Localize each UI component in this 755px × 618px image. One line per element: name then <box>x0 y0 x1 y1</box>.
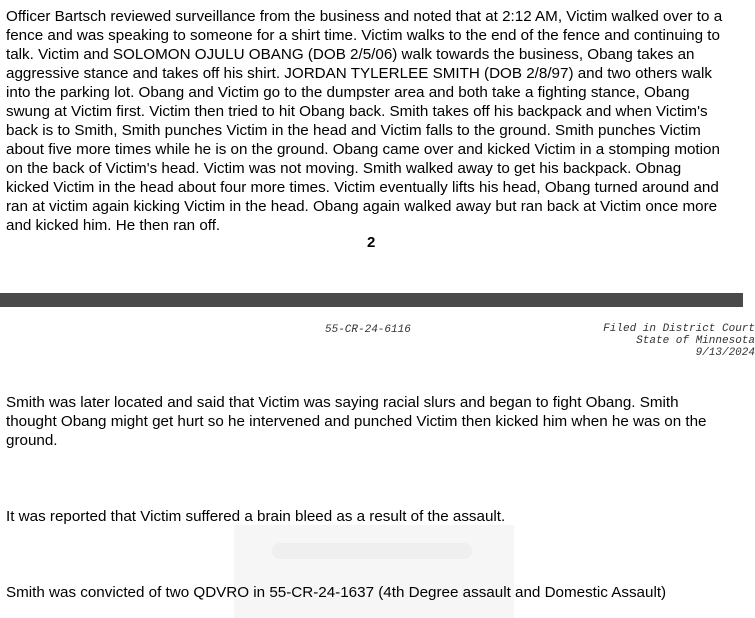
filed-stamp-line-date: 9/13/2024 <box>695 347 755 359</box>
filed-stamp <box>603 323 755 359</box>
smith-statement-paragraph: Smith was later located and said that Victim was saying racial slurs and began to fight Obang. Smith thought Obang might get hurt so he intervened and punched Victim then kicked him when he was on the ground. <box>6 394 707 449</box>
page-break-divider <box>0 293 743 307</box>
conviction-paragraph: Smith was convicted of two QDVRO in 55-CR-24-1637 (4th Degree assault and Domestic Assault) <box>6 584 667 601</box>
watermark-seal <box>234 525 514 618</box>
page-number: 2 <box>367 234 376 251</box>
document-page-lower <box>0 307 755 618</box>
case-number: 55-CR-24-6116 <box>325 324 411 336</box>
watermark-band <box>272 543 472 559</box>
document-page-upper <box>0 0 743 293</box>
injury-paragraph: It was reported that Victim suffered a brain bleed as a result of the assault. <box>6 508 506 525</box>
filed-stamp-line-state: State of Minnesota <box>636 335 755 347</box>
filed-stamp-line-court: Filed in District Court <box>603 323 755 335</box>
surveillance-narrative: Officer Bartsch reviewed surveillance from the business and noted that at 2:12 AM, Victim walked over to a fence and was speaking to someone for a shirt time. Victim walks to the end of the fence and continuing to talk. Victim and SOLOMON OJULU OBANG (DOB 2/5/06) walk towards the business, Obang takes an aggressive stance and takes off his shirt. JORDAN TYLERLEE SMITH (DOB 2/8/97) and two others walk into the parking lot. Obang and Victim go to the dumpster area and both take a fighting stance, Obang swung at Victim first. Victim then tried to hit Obang back. Smith takes off his backpack and when Victim's back is to Smith, Smith punches Victim in the head and Victim falls to the ground. Smith punches Victim about five more times while he is on the ground. Obang came over and kicked Victim in a stomping motion on the back of Victim's head. Victim was not moving. Smith walked away to get his backpack. Obnag kicked Victim in the head about four more times. Victim eventually lifts his head, Obang turned around and ran at victim again kicking Victim in the head. Obang again walked away but ran back at Victim once more and kicked him. He then ran off. <box>6 8 723 234</box>
